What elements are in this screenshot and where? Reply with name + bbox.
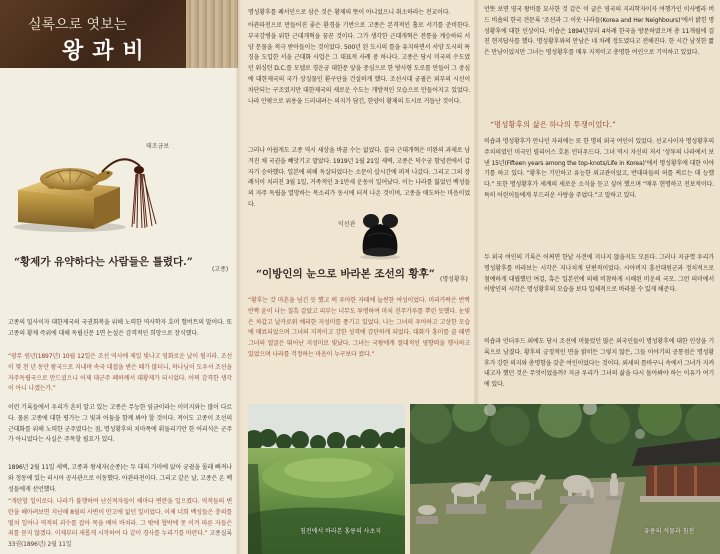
photo-yureung-statues [410,404,720,554]
hat-caption: 익선관 [338,221,356,228]
photo-yureung-caption: 유릉의 석물과 침전 [644,528,695,535]
brochure-subtitle: 실록으로 엿보는 [28,17,128,33]
header-pattern-decoration [186,0,238,68]
brochure-title: 왕과비 [62,38,153,64]
gold-turtle-seal-image [8,132,168,232]
left-quote-2-text: “개탄할 일이로다. 나라가 불행하여 난신적자들이 해마다 변란을 일으켰다. 역적들의 변란을 헤아려보면 지난해 8월의 사변이 만고에 없던 일이었다. 이제 너희 백성들은 충의를 떨쳐 일어나 역적의 괴수를 잡아 목을 베어 바쳐라. 그 밖에 협박에 못 이겨 따른 자들은 죄를 묻지 않겠다. 이제부터 새롭게 시작하여 다 같이 경사를 누리기를 바란다.” [8,498,232,538]
left-paragraph-3: 1896년 2월 11일 새벽, 고종과 왕세자(순종)는 두 대의 가마에 앉아 궁궐을 몰래 빠져나와 정동에 있는 러시아 공사관으로 이동했다. 아관파천이다. 그리고 같은 날, 고종은 온 백성들에게 선언했다. [8,464,232,493]
middle-headline-source: (명성황후) [440,276,468,283]
left-quote-2 [8,497,232,552]
right-paragraph-4: 비숍과 언더우드 외에도 당시 조선에 머물렀던 많은 외국인들이 명성황후에 대한 인상을 기록으로 남겼다. 황후의 긍정적인 면을 밝히든 그렇지 않든, 그들 이야기의 공통점은 명성황후가 강한 의지와 총명함을 갖춘 여인이었다는 것이다. 외세의 틈바구니 속에서 그녀가 지켜내고자 했던 것은 무엇이었을까? 지금 우리가 그녀의 삶을 다시 돌아봐야 하는 이유가 여기에 있다. [484,338,714,389]
right-paragraph-3: 두 외국 여인의 기록은 어쩌면 한낱 사견에 지나지 않을지도 모른다. 그러나 지금껏 우리가 명성황후를 바라보는 시각은 지나치게 단편적이었다. 시아버지 흥선대원군과 정치적으로 첨예하게 대립했던 여걸, 혹은 일본인에 의해 비참하게 시해된 비운의 국모. 그런 의미에서 이방인의 시각은 명성황후의 모습을 보다 입체적으로 바라볼 수 있게 해준다. [484,254,714,294]
right-paragraph-1: 언뜻 보면 영국 왕비를 묘사한 것 같은 이 글은 영국의 지리학자이자 여행가인 이사벨라 버드 비숍의 한국 견문록 ‘조선과 그 이웃 나라들(Korea and Her Neighbours)’에서 밝힌 명성황후에 대한 인상이다. 비숍은 1894년부터 4차례 한국을 방문하였으며 총 11개월에 걸친 현지답사를 했다. 명성황후와의 만남은 네 차례 정도였다고 전해진다. 한 시간 남짓한 짧은 만남이었지만 그녀는 명성황후를 매우 지적이고 총명한 여인으로 기억하고 있었다. [484,6,714,57]
right-subheading-quote: “명성황후의 삶은 하나의 투쟁이었다.” [490,120,616,129]
left-quote-1: “광무 원년(1897년) 10월 12일은 조선 역사에 제일 빛나고 영화로운 날이 될지라. 조선이 몇 천 년 동안 왕국으로 지내며 속국 대접을 받은 때가 많더니, 하나님이 도우셔 조선을 자주독립국으로 만드셨으니 이제 대군주 폐하께서 대황제가 되시었다. 어찌 감격한 생각이 아니 나겠는가.” [8,353,232,393]
middle-paragraph-1: 명성황후를 폐서인으로 삼은 것은 황제의 뜻이 아니었으니 취소하라는 전교이다. [248,9,451,16]
middle-paragraph-2: 아관파천으로 만들어진 좋은 환경을 기반으로 고종은 본격적인 홀로 서기를 준비한다. 부국강병을 위한 근대개혁을 꿈꾼 것이다. 그가 생각한 근대개혁은 전통을 계승하되 서양 문물을 적극 받아들이는 것이었다. 500년 된 도시의 틀을 유지하면서 서양 도시의 특징을 도입한 서울 근대화 사업은 그 대표적 사례 중 하나다. 고종은 당시 미국의 수도였던 워싱턴 D.C.를 모델로 경운궁 대한문 앞을 중심으로 한 방사형 도로를 만들어 그 중심에 대한제국의 국가 상징물인 환구단을 건설하게 했다. 조선시대 궁궐은 외부의 시선이 차단되는 구조였지만 대한제국의 새로운 수도는 개방적인 모습으로 만들어지고 있었다. 나라 안팎으로 위용을 드러내려는 의지가 담긴, 한양이 황제의 도시로 거듭난 것이다. [248,22,470,105]
middle-headline-quote: “이방인의 눈으로 바라본 조선의 황후” [256,268,435,280]
photo-hongneung-lawn [248,404,405,554]
middle-quote: “황후는 갓 마흔을 넘긴 듯 했고 퍽 우아한 자태에 늘씬한 여성이었다. 머리카락은 반짝반짝 윤이 나는 칠흑 같았고 피부는 너무도 투명하여 마치 진주가루를 뿌린 듯했다. 눈빛은 차갑고 날카로워 예리한 지성미를 풍기고 있었다. 나는 그녀의 우아하고 고상한 모습에 매료되었으며 그녀의 지적이고 강한 성격에 감탄하게 되었다. 대화가 흥미를 끌 때면 그녀의 얼굴은 뛰어난 지성미로 빛났다. 그녀는 국왕에게 절대적인 영향력을 행사하고 있었으며 나라를 걱정하는 마음이 누구보다 컸다.” [248,297,470,358]
fold-line-left [235,0,241,554]
seal-caption: 태조금보 [146,143,170,150]
left-headline-source: (고종) [212,266,229,273]
left-paragraph-1: 고종의 밀사이자 대한제국의 국권회복을 위해 노력한 역사학자 호머 헐버트의 말이다. 또 고종의 황제 즉위에 대해 독립신문 1면 논설은 감격적인 희망으로 장식했다. [8,319,232,337]
left-headline-quote: “황제가 유약하다는 사람들은 틀렸다.” [14,256,193,268]
photo-hongneung-caption: 침전에서 바라본 홍릉의 사초지 [300,528,382,535]
middle-paragraph-3: 그러나 아쉽게도 고종 역시 세상을 바꿀 수는 없었다. 결국 근대개혁은 미완의 과제로 남겨진 채 국권을 빼앗기고 말았다. 1919년 1월 21일 새벽, 고종은 덕수궁 함녕전에서 갑자기 승하했다. 일본에 의해 독살되었다는 소문이 삽시간에 퍼져 나갔다. 그리고 그의 장례식이 치러진 3월 1일, 거족적인 3·1만세 운동이 일어났다. 이는 나라를 잃었던 백성들의 자주 독립을 열망하는 목소리가 동시에 터져 나온 것이며, 고종을 애도하는 마음이었다. [248,147,470,208]
left-quote-2-source: 고종실록 33권(1896년) 2월 11일 [8,530,232,549]
left-paragraph-2: 이런 기록들에서 우리가 흔히 알고 있는 고종은 무능한 임금이라는 이미지와는 많이 다르다. 물론 고종에 대한 평가는 그 빛과 어둠을 함께 봐야 할 것이다. 적어도 고종이 조선의 근대화를 위해 노력한 군주였다는 점, 명성황후의 치마폭에 휘둘리기만 한 어리석은 군주가 아니었다는 사실은 주목할 필요가 있다. [8,404,232,444]
ikseongwan-hat-image [354,212,406,260]
right-paragraph-2: 비숍과 명성황후가 만나던 자리에는 또 한 명의 외국 여인이 있었다. 선교사이자 명성황후의 주치의였던 미국인 릴리어스 호톤 언더우드다. 그녀 역시 자신의 저서 ‘상투의 나라에서 보낸 15년(Fifteen years among the top-knots/Life in Korea)’에서 명성황후에 대한 이야기를 하고 있다. “황후는 기민하고 유능한 외교관이었고, 반대파들의 허를 찌르는 데 능했다.” 또한 명성황후가 세계의 새로운 소식을 듣고 싶어 했으며 “매우 현명하고 진보적이다. 특히 어린이들에게 부드러운 사랑을 주었다.”고 말하고 있다. [484,138,714,199]
